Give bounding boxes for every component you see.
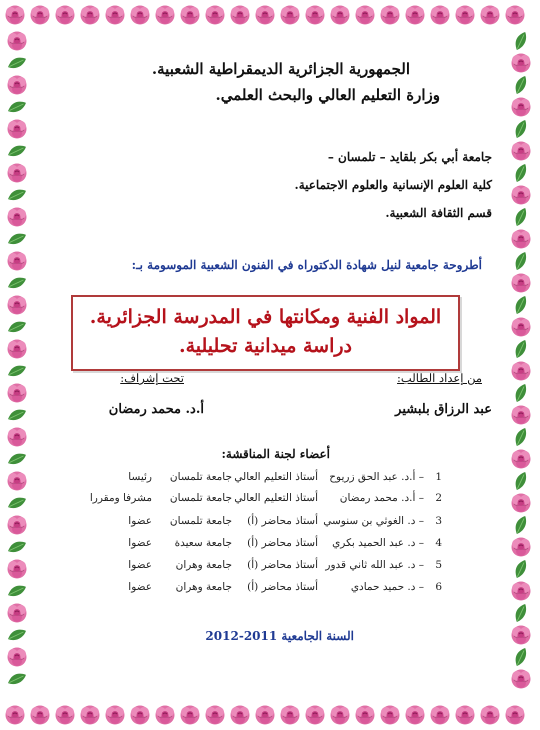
committee-row-number: 5 bbox=[435, 559, 442, 571]
leaf-icon bbox=[509, 73, 532, 96]
committee-member-role: رئيسا bbox=[128, 471, 152, 483]
prepared-by-label: من إعداد الطالب: bbox=[397, 371, 482, 385]
committee-row-number: 2 bbox=[435, 492, 442, 504]
rose-flower-icon bbox=[179, 4, 201, 26]
republic-heading: الجمهورية الجزائرية الديمقراطية الشعبية. bbox=[151, 60, 410, 78]
leaf-icon bbox=[5, 271, 28, 294]
rose-flower-icon bbox=[510, 272, 532, 294]
leaf-icon bbox=[5, 623, 28, 646]
leaf-icon bbox=[509, 513, 532, 536]
committee-member-rank: أستاذ محاضر (أ) bbox=[247, 559, 318, 571]
rose-flower-icon bbox=[510, 52, 532, 74]
rose-flower-icon bbox=[6, 470, 28, 492]
rose-flower-icon bbox=[104, 704, 126, 726]
leaf-icon bbox=[509, 293, 532, 316]
committee-row bbox=[40, 515, 500, 533]
rose-flower-icon bbox=[6, 206, 28, 228]
rose-flower-icon bbox=[6, 426, 28, 448]
rose-flower-icon bbox=[510, 492, 532, 514]
leaf-icon bbox=[5, 183, 28, 206]
rose-flower-icon bbox=[129, 4, 151, 26]
leaf-icon bbox=[509, 205, 532, 228]
committee-member-name: – د. الغوثي بن سنوسي bbox=[323, 515, 424, 527]
rose-flower-icon bbox=[4, 704, 26, 726]
leaf-icon bbox=[509, 117, 532, 140]
thesis-title-line-2: دراسة ميدانية تحليلية. bbox=[178, 335, 353, 357]
committee-row bbox=[40, 559, 500, 577]
rose-flower-icon bbox=[79, 4, 101, 26]
supervisor-name: أ.د. محمد رمضان bbox=[108, 402, 204, 417]
rose-flower-icon bbox=[204, 704, 226, 726]
rose-flower-icon bbox=[29, 4, 51, 26]
leaf-icon bbox=[509, 249, 532, 272]
rose-flower-icon bbox=[6, 294, 28, 316]
rose-flower-icon bbox=[354, 704, 376, 726]
rose-flower-icon bbox=[404, 4, 426, 26]
rose-flower-icon bbox=[510, 184, 532, 206]
committee-member-university: جامعة تلمسان bbox=[169, 515, 232, 527]
committee-member-role: مشرفا ومقررا bbox=[89, 492, 152, 504]
rose-flower-icon bbox=[510, 448, 532, 470]
rose-flower-icon bbox=[179, 704, 201, 726]
leaf-icon bbox=[5, 227, 28, 250]
rose-flower-icon bbox=[304, 4, 326, 26]
rose-flower-icon bbox=[510, 228, 532, 250]
leaf-icon bbox=[5, 315, 28, 338]
ministry-heading: وزارة التعليم العالي والبحث العلمي. bbox=[215, 86, 440, 104]
committee-row-number: 3 bbox=[435, 515, 442, 527]
rose-flower-icon bbox=[510, 140, 532, 162]
rose-flower-icon bbox=[229, 704, 251, 726]
leaf-icon bbox=[509, 645, 532, 668]
rose-flower-icon bbox=[104, 4, 126, 26]
rose-flower-icon bbox=[379, 704, 401, 726]
rose-flower-icon bbox=[454, 4, 476, 26]
committee-member-university: جامعة تلمسان bbox=[169, 471, 232, 483]
rose-flower-icon bbox=[129, 704, 151, 726]
committee-row-number: 1 bbox=[435, 471, 442, 483]
committee-member-name: – أ.د. محمد رمضان bbox=[339, 492, 424, 504]
leaf-icon bbox=[509, 469, 532, 492]
rose-flower-icon bbox=[254, 4, 276, 26]
committee-member-university: جامعة وهران bbox=[175, 581, 232, 593]
student-name: عبد الرزاق بلبشير bbox=[395, 402, 492, 417]
committee-member-university: جامعة وهران bbox=[175, 559, 232, 571]
rose-flower-icon bbox=[304, 704, 326, 726]
rose-flower-icon bbox=[510, 668, 532, 690]
academic-year: السنة الجامعية 2011-2012 bbox=[205, 629, 354, 643]
rose-flower-icon bbox=[6, 602, 28, 624]
committee-row bbox=[40, 471, 500, 489]
rose-flower-icon bbox=[329, 4, 351, 26]
committee-member-name: – د. عبد الحميد بكري bbox=[332, 537, 424, 549]
rose-flower-icon bbox=[329, 704, 351, 726]
leaf-icon bbox=[5, 359, 28, 382]
rose-flower-icon bbox=[354, 4, 376, 26]
committee-title: أعضاء لجنة المناقشة: bbox=[221, 447, 330, 461]
leaf-icon bbox=[509, 425, 532, 448]
rose-flower-icon bbox=[79, 704, 101, 726]
committee-row bbox=[40, 492, 500, 510]
committee-row-number: 6 bbox=[435, 581, 442, 593]
rose-flower-icon bbox=[6, 74, 28, 96]
leaf-icon bbox=[5, 579, 28, 602]
rose-flower-icon bbox=[6, 646, 28, 668]
thesis-title-page bbox=[40, 40, 500, 690]
thesis-title-line-1: المواد الفنية ومكانتها في المدرسة الجزائرية. bbox=[89, 306, 442, 328]
committee-member-name: – أ.د. عبد الحق زريوح bbox=[329, 471, 424, 483]
rose-flower-icon bbox=[279, 704, 301, 726]
rose-flower-icon bbox=[154, 4, 176, 26]
rose-flower-icon bbox=[204, 4, 226, 26]
committee-row-number: 4 bbox=[435, 537, 442, 549]
rose-flower-icon bbox=[4, 4, 26, 26]
thesis-intro: أطروحة جامعية لنيل شهادة الدكتوراه في الفنون الشعبية الموسومة بـ: bbox=[131, 258, 482, 272]
rose-flower-icon bbox=[154, 704, 176, 726]
rose-flower-icon bbox=[229, 4, 251, 26]
rose-flower-icon bbox=[6, 162, 28, 184]
university-name: جامعة أبي بكر بلقايد – تلمسان – bbox=[327, 150, 492, 164]
rose-flower-icon bbox=[54, 4, 76, 26]
rose-flower-icon bbox=[6, 118, 28, 140]
committee-member-university: جامعة سعيدة bbox=[174, 537, 232, 549]
committee-member-rank: أستاذ التعليم العالي bbox=[234, 492, 318, 504]
rose-flower-icon bbox=[6, 338, 28, 360]
leaf-icon bbox=[509, 161, 532, 184]
leaf-icon bbox=[509, 29, 532, 52]
rose-flower-icon bbox=[6, 250, 28, 272]
leaf-icon bbox=[5, 95, 28, 118]
rose-flower-icon bbox=[6, 382, 28, 404]
rose-flower-icon bbox=[6, 558, 28, 580]
committee-member-name: – د. عبد الله ثاني قدور bbox=[325, 559, 424, 571]
leaf-icon bbox=[509, 337, 532, 360]
committee-member-role: عضوا bbox=[128, 537, 152, 549]
department-name: قسم الثقافة الشعبية. bbox=[385, 206, 492, 220]
rose-flower-icon bbox=[504, 4, 526, 26]
rose-flower-icon bbox=[510, 580, 532, 602]
committee-member-university: جامعة تلمسان bbox=[169, 492, 232, 504]
leaf-icon bbox=[5, 667, 28, 690]
committee-member-role: عضوا bbox=[128, 559, 152, 571]
leaf-icon bbox=[5, 447, 28, 470]
rose-flower-icon bbox=[404, 704, 426, 726]
committee-member-role: عضوا bbox=[128, 581, 152, 593]
leaf-icon bbox=[509, 557, 532, 580]
rose-flower-icon bbox=[254, 704, 276, 726]
rose-flower-icon bbox=[454, 704, 476, 726]
rose-flower-icon bbox=[279, 4, 301, 26]
supervision-label: تحت إشراف: bbox=[120, 371, 184, 385]
rose-flower-icon bbox=[510, 536, 532, 558]
rose-flower-icon bbox=[510, 96, 532, 118]
faculty-name: كلية العلوم الإنسانية والعلوم الاجتماعية. bbox=[294, 178, 492, 192]
rose-flower-icon bbox=[54, 704, 76, 726]
committee-member-rank: أستاذ التعليم العالي bbox=[234, 471, 318, 483]
committee-row bbox=[40, 581, 500, 599]
leaf-icon bbox=[509, 381, 532, 404]
committee-member-role: عضوا bbox=[128, 515, 152, 527]
rose-flower-icon bbox=[6, 30, 28, 52]
leaf-icon bbox=[5, 535, 28, 558]
leaf-icon bbox=[509, 601, 532, 624]
rose-flower-icon bbox=[379, 4, 401, 26]
thesis-title-box bbox=[71, 295, 460, 371]
rose-flower-icon bbox=[429, 704, 451, 726]
committee-member-rank: أستاذ محاضر (أ) bbox=[247, 581, 318, 593]
rose-flower-icon bbox=[479, 4, 501, 26]
rose-flower-icon bbox=[6, 514, 28, 536]
rose-flower-icon bbox=[479, 704, 501, 726]
rose-flower-icon bbox=[504, 704, 526, 726]
leaf-icon bbox=[5, 491, 28, 514]
rose-flower-icon bbox=[510, 360, 532, 382]
committee-row bbox=[40, 537, 500, 555]
rose-flower-icon bbox=[510, 404, 532, 426]
committee-member-rank: أستاذ محاضر (أ) bbox=[247, 537, 318, 549]
rose-flower-icon bbox=[429, 4, 451, 26]
committee-member-rank: أستاذ محاضر (أ) bbox=[247, 515, 318, 527]
committee-member-name: – د. حميد حمادي bbox=[350, 581, 424, 593]
leaf-icon bbox=[5, 403, 28, 426]
rose-flower-icon bbox=[29, 704, 51, 726]
rose-flower-icon bbox=[510, 624, 532, 646]
leaf-icon bbox=[5, 51, 28, 74]
rose-flower-icon bbox=[510, 316, 532, 338]
leaf-icon bbox=[5, 139, 28, 162]
